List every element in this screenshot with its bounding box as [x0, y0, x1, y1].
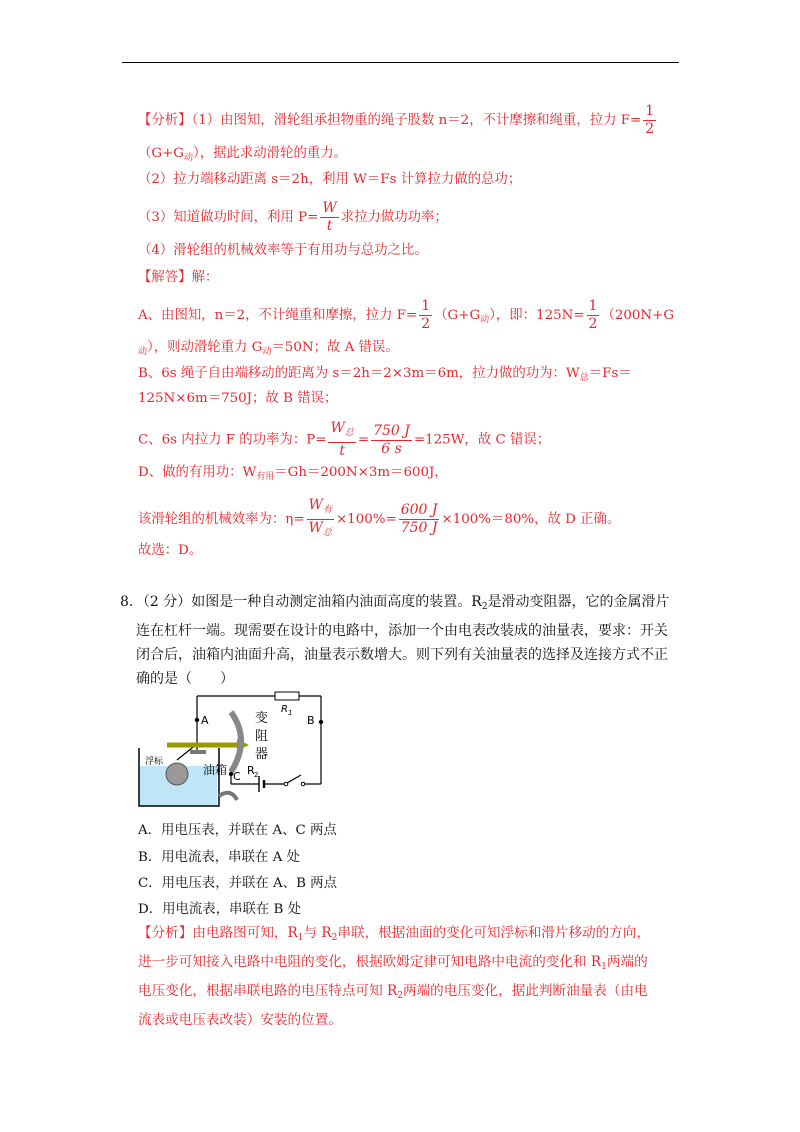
option-d: D．用电流表，串联在 B 处	[138, 902, 301, 917]
analysis7-line3: （2）拉力端移动距离 s＝2h，利用 W＝Fs 计算拉力做的总功；	[138, 172, 522, 187]
header-rule	[122, 62, 679, 63]
label-tank: 油箱	[203, 763, 228, 777]
label-r2: R	[247, 764, 255, 777]
analysis8-line2: 进一步可知接入电路中电阻的变化，根据欧姆定律可知电路中电流的变化和 $R_1$两端的	[138, 954, 648, 972]
label-b: B	[307, 714, 315, 727]
analysis7-line1: 【分析】（1）由图知，滑轮组承担物重的绳子股数 n＝2，不计摩擦和绳重，拉力 F= $\frac{1}{2}$	[138, 103, 655, 137]
solution7-a-line2: $_动$），则动滑轮重力 $G_动=50N$；故 A 错误。	[138, 340, 399, 357]
label-bian3: 器	[255, 747, 269, 762]
analysis7-line2: $(G+G_动)$，据此求动滑轮的重力。	[138, 146, 348, 163]
question8-line3: 闭合后，油箱内油面升高，油量表示数增大。则下列有关油量表的选择及连接方式不正	[136, 647, 668, 663]
node-a	[195, 718, 199, 722]
label-a: A	[201, 714, 209, 727]
label-bian2: 阻	[255, 729, 269, 744]
option-b: B．用电流表，串联在 A 处	[138, 850, 300, 865]
solution7-c-line: C、6s 内拉力 F 的功率为：P= $\frac{W_总}{t}$ = $\frac{750 J}{6 s}$ =125W，故 C 错误；	[138, 420, 551, 459]
analysis7-line4: （3）知道做功时间，利用 P= $\frac{W}{t}$ 求拉力做功功率；	[138, 200, 448, 234]
oil-gauge-circuit-diagram	[135, 688, 335, 812]
question8-line4: 确的是（ ）	[136, 671, 234, 687]
option-c: C．用电压表，并联在 A、B 两点	[138, 876, 337, 891]
float-ball	[166, 763, 188, 785]
analysis7-line5: （4）滑轮组的机械效率等于有用功与总功之比。	[138, 243, 428, 258]
node-b	[319, 720, 323, 724]
switch	[287, 775, 301, 783]
solution7-b-line1: B、6s 绳子自由端移动的距离为 s＝2h＝2×3m＝6m，拉力做的功为：$W_总=Fs=$	[138, 366, 632, 383]
option-a: A．用电压表，并联在 A、C 两点	[138, 823, 337, 838]
label-float: 浮标	[145, 757, 164, 767]
label-c: C	[233, 770, 241, 783]
label-bian1: 变	[255, 711, 269, 726]
solution7-header: 【解答】解：	[138, 270, 219, 285]
rheostat-r2	[231, 712, 241, 772]
solution7-d-line: D、做的有用功：$W_{有用}=Gh=200N\times 3m=600J$，	[138, 465, 448, 482]
question8-line1: 8．（2 分）如图是一种自动测定油箱内油面高度的装置。$R_2$是滑动变阻器，它的金属滑片	[120, 594, 670, 612]
analysis8-line1: 【分析】由电路图可知，$R_1$与 $R_2$串联，根据油面的变化可知浮标和滑片移动的方向，	[138, 925, 651, 943]
question8-stem	[120, 590, 680, 691]
solution7-b-line2: 125N×6m＝750J；故 B 错误；	[138, 391, 338, 406]
question8-line2: 连在杠杆一端。现需要在设计的电路中，添加一个由电表改装成的油量表，要求：开关	[136, 623, 668, 639]
resistor-r1	[275, 692, 299, 700]
label-r1-sub: 1	[288, 709, 293, 717]
analysis8-line4: 流表或电压表改装）安装的位置。	[138, 1012, 342, 1028]
solution7-efficiency-line: 该滑轮组的机械效率为：η= $\frac{W_有}{W_总}$ ×100%= $\frac{600 J}{750 J}$ ×100%＝80%，故 D 正确。	[138, 497, 621, 538]
analysis8-line3: 电压变化，根据串联电路的电压特点可知 $R_2$两端的电压变化，据此判断油量表（由电	[138, 983, 648, 1001]
solution7-a-line1: A、由图知，n＝2，不计绳重和摩擦，拉力 F= $\frac{1}{2}$ $(G+G_动)$，即：125N= $\frac{1}{2}$ （200N+G	[138, 298, 675, 332]
label-r2-sub: 2	[254, 771, 259, 779]
solution7-choice: 故选：D。	[138, 543, 203, 558]
label-r1: R	[281, 704, 288, 715]
analysis8	[138, 921, 683, 1032]
